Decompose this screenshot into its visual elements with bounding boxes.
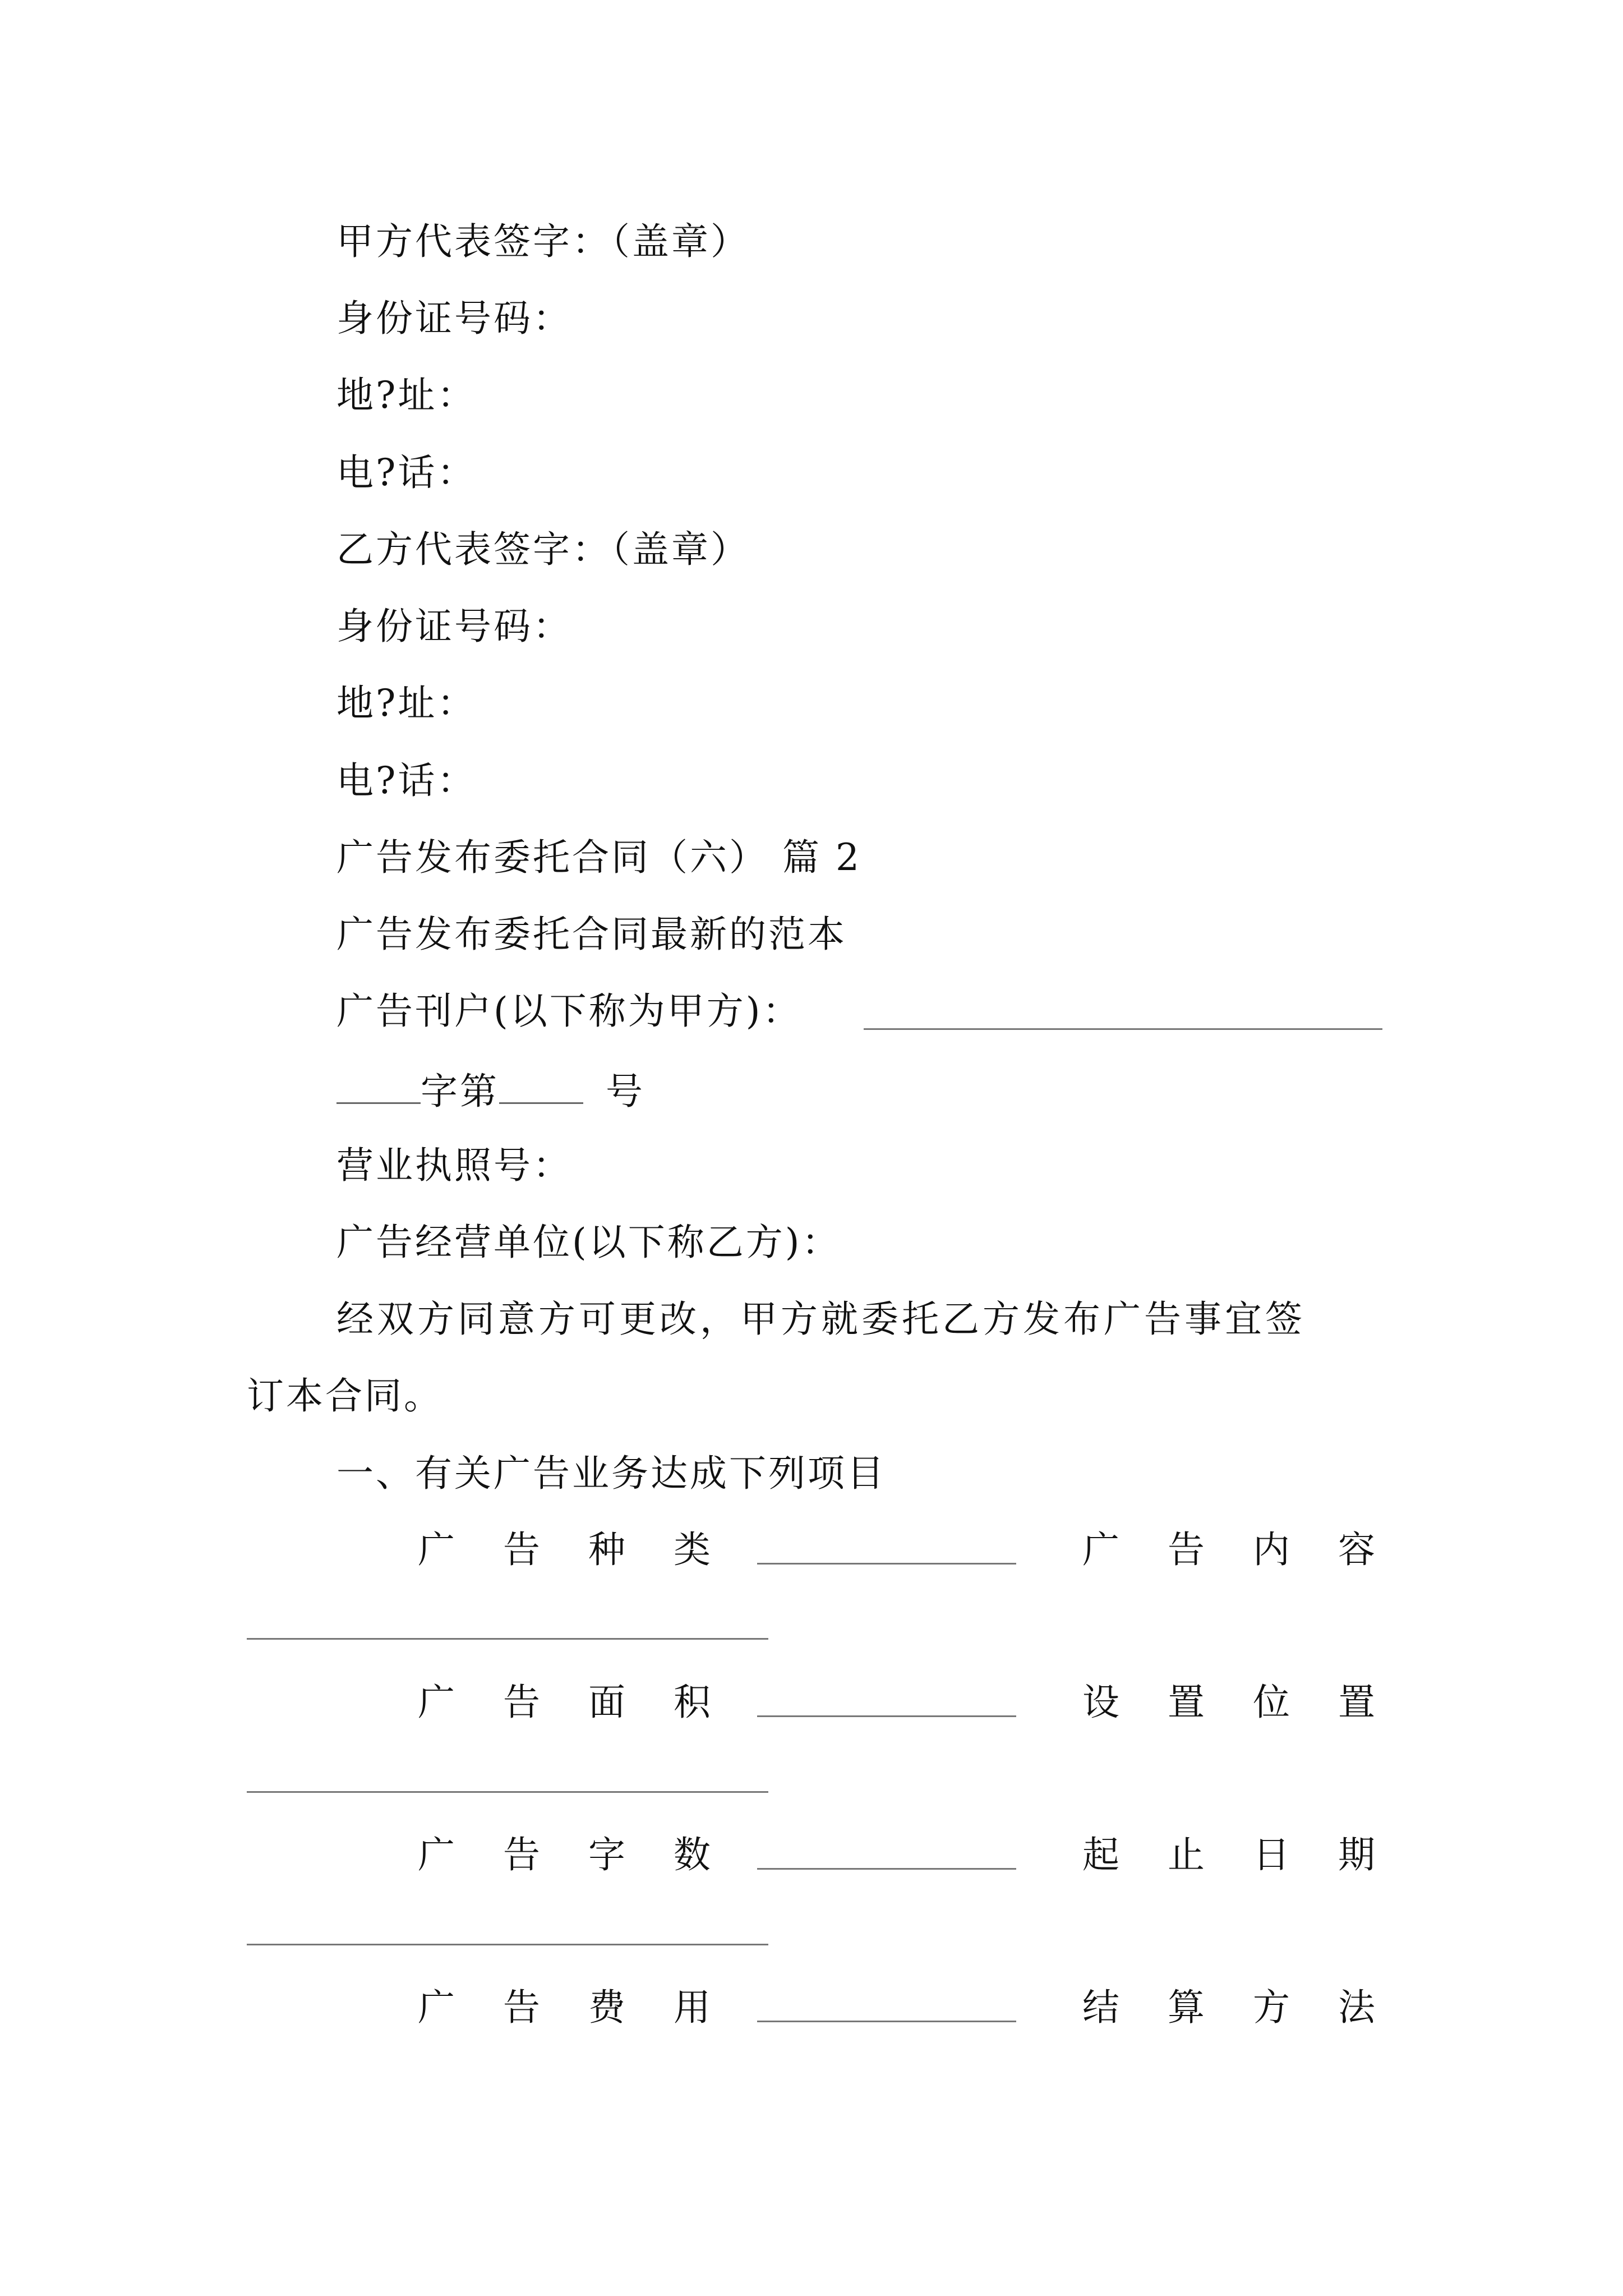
zi-di-label: 字第 bbox=[421, 1070, 499, 1113]
field-row-ad-area bbox=[418, 1681, 711, 1724]
agreement-paragraph-line-1: 经双方同意方可更改，甲方就委托乙方发布广告事宜签 bbox=[336, 1297, 1306, 1341]
field-row-ad-fee bbox=[418, 1986, 711, 2029]
field-label-ad-content: 广 告 内 容 bbox=[1082, 1528, 1375, 1571]
business-license-line: 营业执照号： bbox=[336, 1144, 572, 1187]
contract-subtitle: 广告发布委托合同最新的范本 bbox=[336, 913, 847, 956]
hao-label: 号 bbox=[606, 1070, 645, 1113]
party-a-signature-line: 甲方代表签字：（盖章） bbox=[336, 220, 750, 263]
ad-type-blank bbox=[757, 1563, 1016, 1565]
field-row-word-count bbox=[418, 1833, 711, 1876]
field-label-date-range: 起 止 日 期 bbox=[1082, 1833, 1375, 1876]
ad-agency-line: 广告经营单位(以下称乙方)： bbox=[336, 1221, 841, 1264]
party-b-address-line: 地?址： bbox=[336, 682, 477, 725]
ad-area-blank bbox=[757, 1715, 1016, 1717]
party-a-address-line: 地?址： bbox=[336, 374, 477, 417]
party-a-id-number-line: 身份证号码： bbox=[336, 297, 572, 340]
section-title: 广告发布委托合同（六） 篇 2 bbox=[336, 836, 861, 879]
ad-content-blank bbox=[247, 1638, 768, 1640]
field-label-ad-area: 广 告 面 积 bbox=[418, 1681, 711, 1724]
advertiser-label: 广告刊户(以下称为甲方)： bbox=[336, 990, 802, 1033]
party-b-signature-line: 乙方代表签字：（盖章） bbox=[336, 528, 750, 571]
word-count-blank bbox=[757, 1868, 1016, 1870]
placement-blank bbox=[247, 1791, 768, 1793]
advertiser-line bbox=[336, 990, 802, 1033]
agreement-paragraph-line-2: 订本合同。 bbox=[247, 1374, 443, 1418]
number-blank-1 bbox=[336, 1070, 421, 1104]
field-row-ad-type bbox=[418, 1528, 711, 1571]
clause-one-heading: 一、有关广告业务达成下列项目 bbox=[336, 1452, 886, 1495]
date-range-blank bbox=[247, 1944, 768, 1945]
number-blank-2 bbox=[499, 1070, 583, 1104]
field-label-ad-fee: 广 告 费 用 bbox=[418, 1986, 711, 2029]
party-b-phone-line: 电?话： bbox=[336, 759, 477, 802]
party-b-id-number-line: 身份证号码： bbox=[336, 605, 572, 648]
field-label-placement: 设 置 位 置 bbox=[1082, 1681, 1375, 1724]
ad-fee-blank bbox=[757, 2021, 1016, 2022]
field-label-word-count: 广 告 字 数 bbox=[418, 1833, 711, 1876]
field-label-ad-type: 广 告 种 类 bbox=[418, 1528, 711, 1571]
party-a-phone-line: 电?话： bbox=[336, 451, 477, 494]
advertiser-blank bbox=[864, 1028, 1382, 1030]
license-number-line bbox=[336, 1070, 645, 1113]
field-label-settlement: 结 算 方 法 bbox=[1082, 1986, 1375, 2029]
